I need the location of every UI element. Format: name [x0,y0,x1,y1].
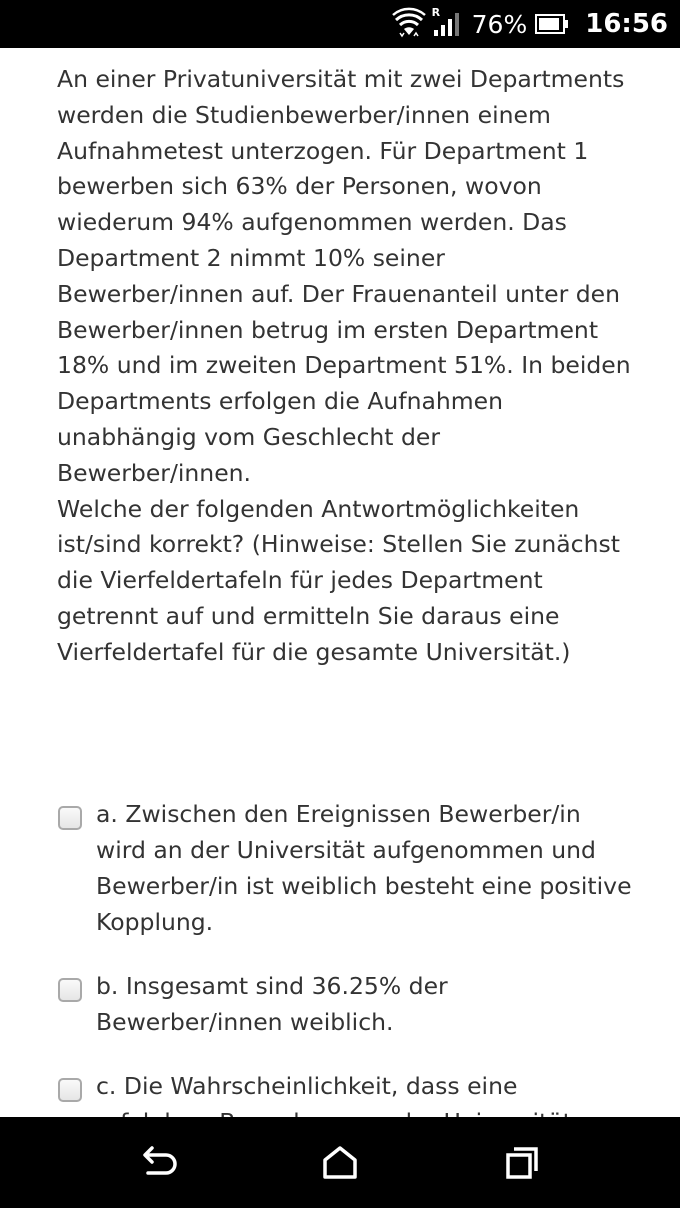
clock: 16:56 [585,9,668,39]
checkbox-c[interactable] [58,1078,82,1102]
status-bar [0,0,680,48]
wifi-icon [392,9,426,39]
answer-option-label[interactable]: c. Die Wahrscheinlichkeit, dass eine [96,1072,518,1100]
navigation-bar [0,1117,680,1208]
quiz-content[interactable] [0,48,680,1117]
recent-apps-icon[interactable] [502,1145,542,1181]
home-icon[interactable] [320,1145,360,1181]
question-paragraph: Welche der folgenden Antwortmöglichkeiten ist/sind korrekt? (Hinweise: Stellen Sie zunächst die Vierfeldertafeln für jedes Department getrennt auf und ermitteln Sie daraus eine Vierfeldertafel für die gesamte Universität.) [57,494,620,666]
battery-percent: 76% [471,9,528,39]
battery-icon [535,14,569,34]
answer-option-b[interactable] [57,968,637,1040]
answer-options [57,796,637,1168]
back-icon[interactable] [140,1145,180,1181]
checkbox-b[interactable] [58,978,82,1002]
checkbox-a[interactable] [58,806,82,830]
roaming-indicator: R [431,6,441,19]
answer-option-a[interactable] [57,796,637,940]
question-paragraph: An einer Privatuniversität mit zwei Departments werden die Studienbewerber/innen einem Aufnahmetest unterzogen. Für Department 1 bewerben sich 63% der Personen, wovon wiederum 94% aufgenommen werden. Das Department 2 nimmt 10% seiner Bewerber/innen auf. Der Frauenanteil unter den Bewerber/innen betrug im ersten Department 18% und im zweiten Department 51%. In beiden Departments erfolgen die Aufnahmen unabhängig vom Geschlecht der Bewerber/innen. [57,65,631,487]
signal-icon [431,6,462,38]
question-text [57,62,637,671]
answer-option-label[interactable]: a. Zwischen den Ereignissen Bewerber/in wird an der Universität aufgenommen und Bewerber/in ist weiblich besteht eine positive Kopplung. [96,800,632,936]
answer-option-label[interactable]: b. Insgesamt sind 36.25% der Bewerber/innen weiblich. [96,972,448,1036]
